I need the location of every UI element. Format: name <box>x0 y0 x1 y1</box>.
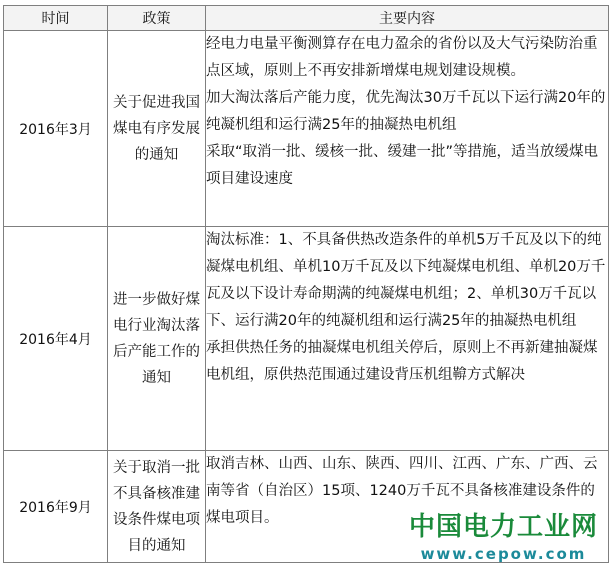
watermark <box>409 506 598 563</box>
content-item: 取消吉林、山西、山东、陕西、四川、江西、广东、广西、云南等省（自治区）15项、1240万千瓦不具备核准建设条件的煤电项目。 <box>206 456 598 526</box>
row-policy: 关于促进我国煤电有序发展的通知 <box>108 31 206 227</box>
content-item: 承担供热任务的抽凝煤电机组关停后，原则上不再新建抽凝煤电机组，原供热范围通过建设背压机组鞥方式解决 <box>206 340 598 383</box>
row-time: 2016年9月 <box>4 451 108 563</box>
table-row <box>4 227 609 451</box>
content-item: 采取“取消一批、缓核一批、缓建一批”等措施，适当放缓煤电项目建设速度 <box>206 144 599 187</box>
row-content <box>206 31 609 227</box>
content-item: 经电力电量平衡测算存在电力盈余的省份以及大气污染防治重点区域，原则上不再安排新增煤电规划建设规模。 <box>206 36 598 79</box>
policy-table <box>3 5 609 563</box>
row-time: 2016年3月 <box>4 31 108 227</box>
header-content: 主要内容 <box>206 6 609 31</box>
row-time: 2016年4月 <box>4 227 108 451</box>
header-time: 时间 <box>4 6 108 31</box>
content-item: 淘汰标准：1、不具备供热改造条件的单机5万千瓦及以下的纯凝煤电机组、单机10万千瓦及以下纯凝煤电机组、单机20万千瓦及以下设计寿命期满的纯凝煤电机组；2、单机30万千瓦以下、运行满20年的纯凝机组和运行满25年的抽凝热电机组 <box>206 232 606 329</box>
header-policy: 政策 <box>108 6 206 31</box>
row-content <box>206 227 609 451</box>
table-header-row <box>4 6 609 31</box>
row-policy: 进一步做好煤电行业淘汰落后产能工作的通知 <box>108 227 206 451</box>
table-row <box>4 31 609 227</box>
row-policy: 关于取消一批不具备核准建设条件煤电项目的通知 <box>108 451 206 563</box>
content-item: 加大淘汰落后产能力度，优先淘汰30万千瓦以下运行满20年的纯凝机组和运行满25年的抽凝热电机组 <box>206 90 606 133</box>
watermark-text: 中国电力工业网 <box>408 512 598 542</box>
watermark-url: www.cepow.com <box>420 545 587 563</box>
